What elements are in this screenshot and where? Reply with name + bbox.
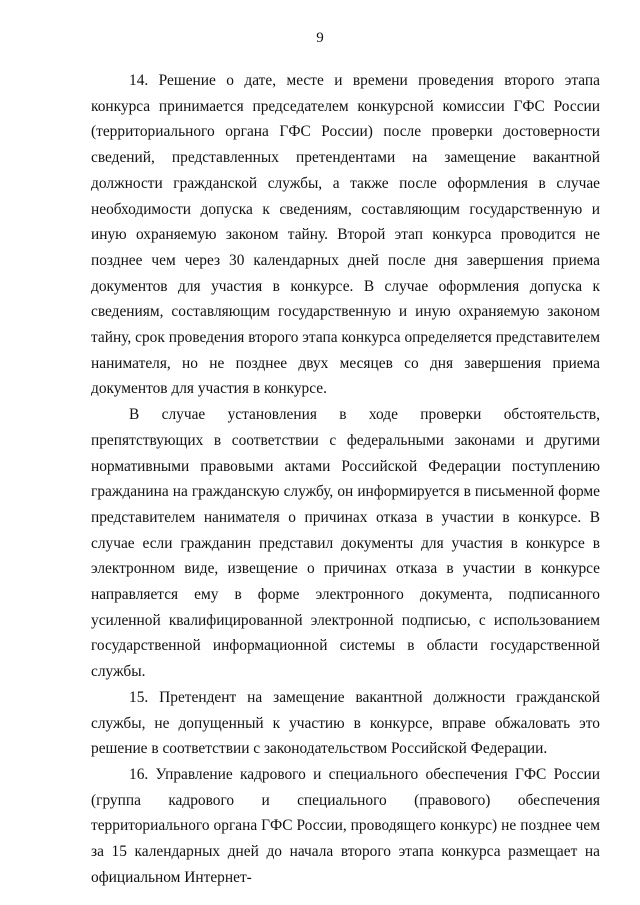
paragraph-14: 14. Решение о дате, месте и времени проведения второго этапа конкурса принимается председателем конкурсной комиссии ГФС России (территориального органа ГФС России) после проверки достоверности сведений, представленных претендентами на замещение вакантной должности гражданской службы, а также после оформления в случае необходимости допуска к сведениям, составляющим государственную и иную охраняемую законом тайну. Второй этап конкурса проводится не позднее чем через 30 календарных дней после дня завершения приема документов для участия в конкурсе. В случае оформления допуска к сведениям, составляющим государственную и иную охраняемую законом тайну, срок проведения второго этапа конкурса определяется представителем нанимателя, но не позднее двух месяцев со дня завершения приема документов для участия в конкурсе. [91,72,600,398]
paragraph-14-continued: В случае установления в ходе проверки обстоятельств, препятствующих в соответствии с федеральными законами и другими нормативными правовыми актами Российской Федерации поступлению гражданина на гражданскую службу, он информируется в письменной форме представителем нанимателя о причинах отказа в участии в конкурсе. В случае если гражданин представил документы для участия в конкурсе в электронном виде, извещение о причинах отказа в участии в конкурсе направляется ему в форме электронного документа, подписанного усиленной квалифицированной электронной подписью, с использованием государственной информационной системы в области государственной службы. [91,406,600,681]
paragraph-16: 16. Управление кадрового и специального обеспечения ГФС России (группа кадрового и специального (правового) обеспечения территориального органа ГФС России, проводящего конкурс) не позднее чем за 15 календарных дней до начала второго этапа конкурса размещает на официальном Интернет- [91,765,600,886]
page-number: 9 [316,30,324,46]
document-body [91,68,600,891]
paragraph-15: 15. Претендент на замещение вакантной должности гражданской службы, не допущенный к участию в конкурсе, вправе обжаловать это решение в соответствии с законодательством Российской Федерации. [91,688,600,758]
